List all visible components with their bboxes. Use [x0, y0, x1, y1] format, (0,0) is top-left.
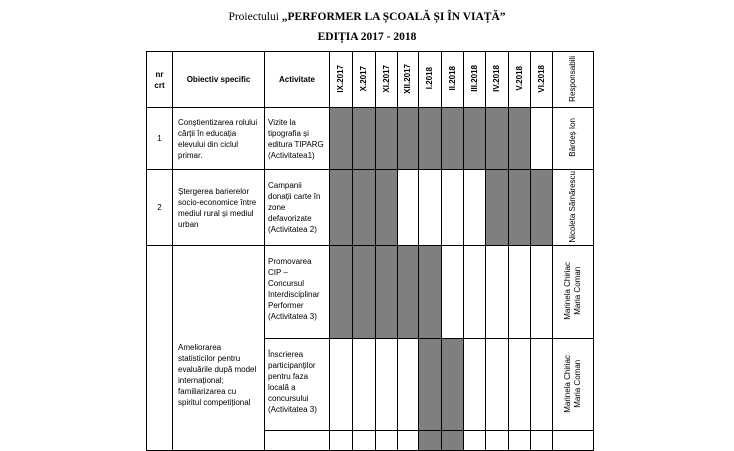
- month-cell: [464, 170, 486, 246]
- month-cell: [531, 170, 553, 246]
- header-month: IX.2017: [330, 52, 353, 108]
- month-cell: [486, 170, 509, 246]
- month-cell: [442, 339, 464, 431]
- month-cell: [376, 170, 398, 246]
- month-cell: [509, 170, 531, 246]
- header-month: III.2018: [464, 52, 486, 108]
- month-cell: [464, 246, 486, 339]
- month-cell: [398, 108, 419, 170]
- month-cell: [486, 339, 509, 431]
- month-cell: [531, 431, 553, 451]
- month-cell: [442, 246, 464, 339]
- month-cell: [419, 170, 442, 246]
- month-cell: [419, 339, 442, 431]
- month-cell: [398, 170, 419, 246]
- objective-cell: Conștientizarea rolului cărții în educația elevului din ciclul primar.: [173, 108, 265, 170]
- month-cell: [531, 339, 553, 431]
- responsible-cell: Nicoleta Sămărescu: [553, 170, 594, 246]
- month-cell: [330, 108, 353, 170]
- month-cell: [509, 339, 531, 431]
- header-month: V.2018: [509, 52, 531, 108]
- month-cell: [442, 431, 464, 451]
- month-cell: [376, 108, 398, 170]
- header-month: II.2018: [442, 52, 464, 108]
- month-cell: [330, 431, 353, 451]
- row-number: 2: [147, 170, 173, 246]
- month-cell: [376, 339, 398, 431]
- month-cell: [509, 246, 531, 339]
- month-cell: [486, 246, 509, 339]
- table-row: [147, 246, 594, 339]
- header-activity: Activitate: [265, 52, 330, 108]
- activity-cell: Înscrierea participanților pentru faza locală a concursului (Activitatea 3): [265, 339, 330, 431]
- title-main: „PERFORMER LA ȘCOALĂ ȘI ÎN VIAȚĂ”: [281, 11, 506, 23]
- header-nr: nr crt: [147, 52, 173, 108]
- month-cell: [464, 339, 486, 431]
- row-number: 1: [147, 108, 173, 170]
- month-cell: [376, 246, 398, 339]
- month-cell: [464, 108, 486, 170]
- header-objective: Obiectiv specific: [173, 52, 265, 108]
- header-month: XI.2017: [376, 52, 398, 108]
- month-cell: [419, 108, 442, 170]
- month-cell: [464, 431, 486, 451]
- month-cell: [353, 431, 376, 451]
- activity-cell: Vizite la tipografia și editura TIPARG (Activitatea1): [265, 108, 330, 170]
- activity-cell: [265, 431, 330, 451]
- month-cell: [330, 339, 353, 431]
- month-cell: [531, 246, 553, 339]
- responsible-cell: Marinela Chiriac Maria Coman: [553, 339, 594, 431]
- responsible-cell: [553, 431, 594, 451]
- responsible-cell: Marinela Chiriac Maria Coman: [553, 246, 594, 339]
- month-cell: [419, 431, 442, 451]
- month-cell: [442, 170, 464, 246]
- row-number: [147, 246, 173, 451]
- month-cell: [442, 108, 464, 170]
- header-row: [147, 52, 594, 108]
- header-month: X.2017: [353, 52, 376, 108]
- responsible-cell: Bârdeș Ion: [553, 108, 594, 170]
- month-cell: [398, 431, 419, 451]
- objective-cell: Ștergerea barierelor socio-economice între mediul rural și mediul urban: [173, 170, 265, 246]
- month-cell: [353, 339, 376, 431]
- month-cell: [353, 246, 376, 339]
- header-month: IV.2018: [486, 52, 509, 108]
- header-month: XII.2017: [398, 52, 419, 108]
- month-cell: [486, 108, 509, 170]
- activity-cell: Promovarea CIP – Concursul Interdisciplinar Performer (Activitatea 3): [265, 246, 330, 339]
- month-cell: [509, 108, 531, 170]
- header-responsible: Responsabili: [553, 52, 594, 108]
- schedule-table: [146, 51, 594, 451]
- objective-cell: Ameliorarea statisticilor pentru evaluările după model internațional; familiarizarea cu spiritul competițional: [173, 246, 265, 451]
- month-cell: [353, 108, 376, 170]
- table-row: [147, 108, 594, 170]
- table-row: [147, 170, 594, 246]
- month-cell: [531, 108, 553, 170]
- header-month: VI.2018: [531, 52, 553, 108]
- header-month: I.2018: [419, 52, 442, 108]
- month-cell: [353, 170, 376, 246]
- edition-title: EDIȚIA 2017 - 2018: [317, 31, 417, 43]
- month-cell: [330, 246, 353, 339]
- month-cell: [376, 431, 398, 451]
- month-cell: [398, 339, 419, 431]
- month-cell: [330, 170, 353, 246]
- month-cell: [486, 431, 509, 451]
- project-title: [0, 11, 734, 23]
- activity-cell: Campanii donații carte în zone defavorizate (Activitatea 2): [265, 170, 330, 246]
- month-cell: [509, 431, 531, 451]
- month-cell: [419, 246, 442, 339]
- title-prefix: Proiectului: [228, 11, 282, 23]
- month-cell: [398, 246, 419, 339]
